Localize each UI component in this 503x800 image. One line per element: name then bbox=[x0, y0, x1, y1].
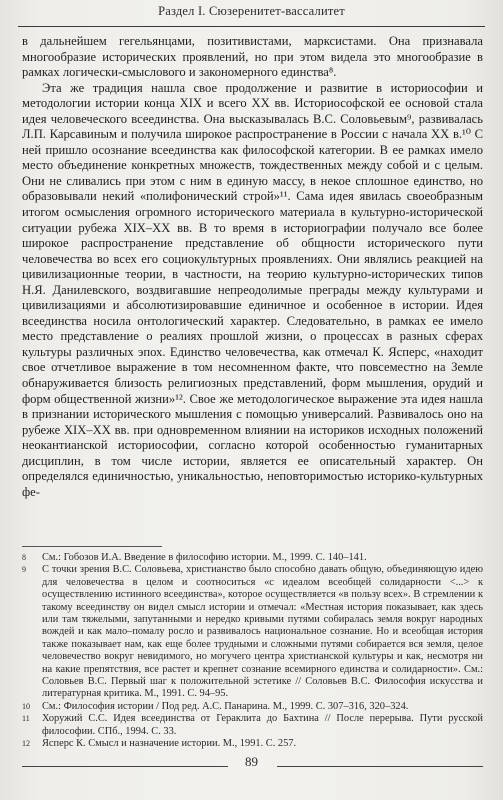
footnote-number: 11 bbox=[22, 714, 30, 724]
footnote-10 bbox=[22, 701, 483, 713]
footnote-text: Ясперс К. Смысл и назначение истории. М., 1991. С. 257. bbox=[42, 738, 297, 750]
footnote-text: С точки зрения В.С. Соловьева, христианство было способно давать общую, объединяющую идею для человечества в целом и соотноситься «с идеалом всеобщей солидарности <...> к осуществлению истинного всеединства», которое осуществляется «в пользу всех». В стремлении к такому всеединству он видел смысл истории и отмечал: «Местная история показывает, как здесь или там тяжелыми, запутанными и нередко кривыми путями собиралась земля вокруг народных вождей и как мало–помалу росло и развивалось национальное сознание. Но и всеобщая история также показывает нам, как еще более трудными и сложными путями собирается вся земля, целое человечество вокруг невидимого, но могучего центра христианской культуры и как, несмотря ни на какие препятствия, все растет и крепнет сознание всемирного единства и солидарности». См.: Соловьев В.С. Первый шаг к положительной эстетике // Соловьев В.С. Философия искусства и литературная критика. М., 1991. С. 94–95. bbox=[42, 564, 483, 700]
footnote-text: Хоружий С.С. Идея всеединства от Гераклита до Бахтина // После перерыва. Пути русской философии. СПб., 1994. С. 33. bbox=[42, 713, 483, 737]
paragraph-2: Эта же традиция нашла свое продолжение и развитие в историософии и методологии истории конца XIX и всего XX вв. Историософской ее основой стала идея человеческого всеединства. Она высказывалась В.С. Соловьевым⁹, развивалась Л.П. Карсавиным и получила широкое распространение в России с начала XX в.¹⁰ С ней пришло осознание всеединства как философской категории. В ее рамках имело место объединение конкретных множеств, тождественных между собой и с целым. Они не сливались при этом с ним в единую массу, в некое сплошное единство, но образовывали некий «полифонический строй»¹¹. Сама идея явилась своеобразным итогом осмысления огромного исторического материала в культурно-исторической ситуации рубежа XIX–XX вв. В то время в историографии получало все более широкое распространение представление об общности исторического пути человечества во всех его социокультурных проявлениях. Они являлись реакцией на цивилизационные теории, в частности, на теорию культурно-исторических типов Н.Я. Данилевского, воздвигавшие непреодолимые преграды между культурами и цивилизациями и абсолютизировавшие единичное и особенное в истории. Идея всеединства носила онтологический характер. Следовательно, в рамках ее имело место представление о реалиях прошлой жизни, о процессах в разных сферах культуры различных эпох. Единство человечества, как отмечал К. Ясперс, «находит свое отчетливое выражение в том несомненном факте, что повсеместно на Земле обнаруживается близость религиозных представлений, форм мышления, орудий и форм общественной жизни»¹². Свое же методологическое выражение эта идея нашла в признании исторического мышления с помощью универсалий. Развивалось оно на рубеже XIX–XX вв. при одновременном влиянии на историков исходных положений неокантианской историософии, согласно которой особенностью гуманитарных дисциплин, в том числе истории, является ее описательный характер. Он определялся единичностью, уникальностью, неповторимостью историко-культурных фе- bbox=[22, 80, 483, 499]
page-number: 89 bbox=[245, 754, 258, 769]
footnote-divider bbox=[22, 546, 162, 547]
footnote-text: См.: Гобозов И.А. Введение в философию истории. М., 1999. С. 140–141. bbox=[42, 552, 367, 563]
footnote-number: 12 bbox=[22, 739, 30, 749]
header-divider bbox=[18, 26, 485, 27]
footnote-9 bbox=[22, 564, 483, 700]
footnote-8 bbox=[22, 552, 483, 564]
paragraph-1: в дальнейшем гегельянцами, позитивистами, марксистами. Она признавала многообразие исторических проявлений, но при этом видела это многообразие в рамках логически-смыслового и закономерного единства⁸. bbox=[22, 34, 483, 80]
footnotes bbox=[22, 552, 483, 751]
footnote-11 bbox=[22, 713, 483, 738]
footnote-12 bbox=[22, 738, 483, 750]
footnote-number: 8 bbox=[22, 553, 26, 562]
main-text bbox=[22, 34, 483, 500]
running-header: Раздел I. Сюзеренитет-вассалитет bbox=[158, 4, 345, 18]
footnote-text: См.: Философия истории / Под ред. А.С. Панарина. М., 1999. С. 307–316, 320–324. bbox=[42, 700, 409, 712]
footnote-number: 10 bbox=[22, 701, 30, 711]
page-number-rule-right bbox=[277, 766, 483, 767]
footnote-number: 9 bbox=[22, 565, 26, 575]
